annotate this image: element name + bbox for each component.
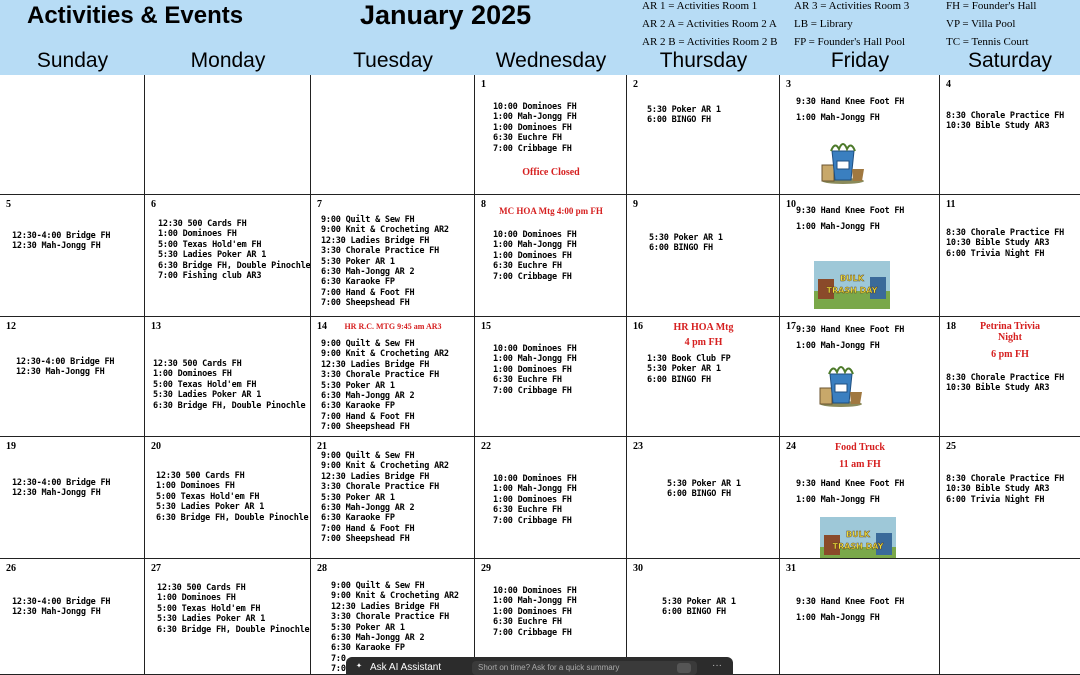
event-line: 12:30 Ladies Bridge FH <box>321 471 430 482</box>
event-line: 5:00 Texas Hold'em FH <box>156 491 260 502</box>
event-line: 10:30 Bible Study AR3 <box>946 121 1050 132</box>
day-cell-19 <box>0 437 145 559</box>
page-title: Activities & Events <box>27 2 244 29</box>
event-line: 9:30 Hand Knee Foot FH <box>796 325 905 335</box>
day-number: 14 <box>317 321 327 332</box>
calendar-header <box>0 0 1080 75</box>
event-line: 6:30 Karaoke FP <box>331 643 405 654</box>
event-line: 3:30 Chorale Practice FH <box>331 612 450 623</box>
day-number: 27 <box>151 563 161 574</box>
event-line: 7:00 Hand & Foot FH <box>321 411 415 422</box>
event-line: 5:00 Texas Hold'em FH <box>158 239 262 250</box>
legend-ar2a: AR 2 A = Activities Room 2 A <box>642 18 777 30</box>
day-cell-6 <box>145 195 311 317</box>
event-line: 12:30 500 Cards FH <box>158 219 247 229</box>
event-line: 1:00 Mah-Jongg FH <box>796 613 880 623</box>
day-number: 21 <box>317 441 327 452</box>
event-line: 6:30 Euchre FH <box>493 617 562 628</box>
event-line: 10:00 Dominoes FH <box>493 474 577 484</box>
event-line: 12:30 500 Cards FH <box>156 471 245 481</box>
event-line: 12:30 Mah-Jongg FH <box>12 488 101 499</box>
special-event-note: 4 pm FH <box>684 337 723 348</box>
day-number: 1 <box>481 79 486 90</box>
event-line: 6:30 Mah-Jongg AR 2 <box>321 391 415 401</box>
event-line: 6:00 BINGO FH <box>667 489 731 500</box>
event-line: 7:00 Cribbage FH <box>493 271 572 282</box>
event-line: 5:30 Poker AR 1 <box>647 364 721 375</box>
event-line: 8:30 Chorale Practice FH <box>946 111 1065 121</box>
event-line: 8:30 Chorale Practice FH <box>946 373 1065 383</box>
event-line: 6:30 Euchre FH <box>493 375 562 386</box>
day-cell-17 <box>780 317 940 437</box>
ai-sparkle-icon: ✦ <box>356 660 363 671</box>
event-line: 12:30-4:00 Bridge FH <box>12 231 111 241</box>
day-cell-20 <box>145 437 311 559</box>
day-header-monday: Monday <box>190 49 266 72</box>
month-title: January 2025 <box>360 0 532 30</box>
legend-fh: FH = Founder's Hall <box>946 0 1037 12</box>
day-cell-12 <box>0 317 145 437</box>
day-cell-1 <box>475 75 627 195</box>
event-line: 6:30 Bridge FH, Double Pinochle <box>157 624 310 635</box>
svg-text:BULK: BULK <box>846 530 870 539</box>
special-event-note: Food Truck <box>835 442 885 453</box>
day-number: 23 <box>633 441 643 452</box>
event-line: 5:30 Poker AR 1 <box>321 492 395 503</box>
yard-waste-image <box>820 139 866 189</box>
event-line: 6:00 BINGO FH <box>647 115 711 126</box>
legend-ar3: AR 3 = Activities Room 3 <box>794 0 910 12</box>
event-line: 12:30-4:00 Bridge FH <box>12 597 111 607</box>
event-line: 3:30 Chorale Practice FH <box>321 482 440 493</box>
event-line: 6:30 Mah-Jongg AR 2 <box>331 633 425 643</box>
event-line: 7:00 Cribbage FH <box>493 515 572 526</box>
event-line: 9:00 Quilt & Sew FH <box>331 581 425 591</box>
day-header-friday: Friday <box>830 49 890 72</box>
ai-assistant-bar <box>346 657 733 675</box>
event-line: 7:00 Cribbage FH <box>493 385 572 396</box>
special-event-note: MC HOA Mtg 4:00 pm FH <box>499 206 603 216</box>
day-cell-26 <box>0 559 145 675</box>
day-cell-24 <box>780 437 940 559</box>
event-line: 1:00 Mah-Jongg FH <box>493 112 577 123</box>
day-number: 29 <box>481 563 491 574</box>
special-event-note: Night <box>998 332 1022 343</box>
event-line: 12:30 Mah-Jongg FH <box>16 367 105 378</box>
event-line: 10:00 Dominoes FH <box>493 344 577 354</box>
special-event-note: HR R.C. MTG 9:45 am AR3 <box>344 322 442 331</box>
event-line: 12:30 500 Cards FH <box>153 359 242 369</box>
day-number: 30 <box>633 563 643 574</box>
event-line: 6:30 Euchre FH <box>493 505 562 516</box>
event-line: 12:30 Mah-Jongg FH <box>12 607 101 618</box>
event-line: 5:30 Poker AR 1 <box>662 597 736 607</box>
special-event-note: 11 am FH <box>839 459 881 470</box>
event-line: 10:00 Dominoes FH <box>493 102 577 112</box>
event-line: 1:00 Dominoes FH <box>157 593 236 604</box>
day-number: 6 <box>151 199 156 210</box>
event-line: 1:00 Mah-Jongg FH <box>796 222 880 232</box>
send-icon[interactable] <box>677 663 691 673</box>
event-line: 7:00 Sheepshead FH <box>321 298 410 309</box>
event-line: 1:00 Dominoes FH <box>493 122 572 133</box>
day-number: 4 <box>946 79 951 90</box>
event-line: 9:00 Quilt & Sew FH <box>321 451 415 461</box>
event-line: 1:00 Dominoes FH <box>493 494 572 505</box>
event-line: 6:00 Trivia Night FH <box>946 248 1045 259</box>
day-cell-21 <box>311 437 475 559</box>
day-header-sunday: Sunday <box>36 49 109 72</box>
day-cell-13 <box>145 317 311 437</box>
day-cell-5 <box>0 195 145 317</box>
event-line: 7:00 Hand & Foot FH <box>321 287 415 298</box>
event-line: 1:00 Mah-Jongg FH <box>493 354 577 365</box>
event-line: 6:00 BINGO FH <box>647 374 711 385</box>
event-line: 12:30 500 Cards FH <box>157 583 246 593</box>
event-line: 1:30 Book Club FP <box>647 354 731 364</box>
event-line: 7:0 <box>331 653 346 664</box>
day-number: 31 <box>786 563 796 574</box>
ai-input-placeholder: Short on time? Ask for a quick summary <box>478 663 620 672</box>
day-cell-4 <box>940 75 1080 195</box>
legend-lb: LB = Library <box>794 18 853 30</box>
day-cell-16 <box>627 317 780 437</box>
day-cell-empty-w0-tue <box>311 75 475 195</box>
yard-waste-image <box>818 362 864 412</box>
event-line: 1:00 Mah-Jongg FH <box>796 495 880 505</box>
event-line: 1:00 Dominoes FH <box>493 250 572 261</box>
event-line: 1:00 Dominoes FH <box>156 481 235 492</box>
event-line: 9:30 Hand Knee Foot FH <box>796 206 905 216</box>
event-line: 6:00 Trivia Night FH <box>946 494 1045 505</box>
event-line: 9:00 Quilt & Sew FH <box>321 339 415 349</box>
event-line: 1:00 Mah-Jongg FH <box>493 240 577 251</box>
event-line: 9:00 Knit & Crocheting AR2 <box>321 349 449 360</box>
event-line: 6:30 Mah-Jongg AR 2 <box>321 503 415 513</box>
legend-vp: VP = Villa Pool <box>946 18 1016 30</box>
bulk-trash-day-image <box>814 261 890 313</box>
legend-ar1: AR 1 = Activities Room 1 <box>642 0 758 12</box>
day-number: 19 <box>6 441 16 452</box>
event-line: 5:30 Ladies Poker AR 1 <box>153 390 262 401</box>
event-line: 9:00 Quilt & Sew FH <box>321 215 415 225</box>
event-line: 7:00 Hand & Foot FH <box>321 523 415 534</box>
legend-ar2b: AR 2 B = Activities Room 2 B <box>642 36 778 48</box>
day-number: 3 <box>786 79 791 90</box>
event-line: 6:30 Bridge FH, Double Pinochle <box>153 400 306 411</box>
day-cell-22 <box>475 437 627 559</box>
event-line: 6:30 Bridge FH, Double Pinochle <box>156 512 309 523</box>
day-cell-11 <box>940 195 1080 317</box>
day-number: 11 <box>946 199 956 210</box>
day-number: 25 <box>946 441 956 452</box>
event-line: 1:00 Dominoes FH <box>493 606 572 617</box>
day-cell-25 <box>940 437 1080 559</box>
event-line: 3:30 Chorale Practice FH <box>321 370 440 381</box>
ai-assistant-button[interactable]: Ask AI Assistant <box>370 662 442 673</box>
day-number: 13 <box>151 321 161 332</box>
day-number: 18 <box>946 321 956 332</box>
event-line: 6:30 Euchre FH <box>493 261 562 272</box>
event-line: 9:30 Hand Knee Foot FH <box>796 97 905 107</box>
svg-text:TRASH DAY: TRASH DAY <box>826 286 878 295</box>
event-line: 7:00 Fishing club AR3 <box>158 271 262 281</box>
day-cell-9 <box>627 195 780 317</box>
event-line: 7:00 Cribbage FH <box>493 143 572 154</box>
event-line: 10:30 Bible Study AR3 <box>946 484 1050 495</box>
event-line: 6:00 BINGO FH <box>662 607 726 618</box>
event-line: 5:00 Texas Hold'em FH <box>153 379 257 390</box>
event-line: 5:30 Ladies Poker AR 1 <box>156 502 265 513</box>
event-line: 10:00 Dominoes FH <box>493 586 577 596</box>
event-line: 8:30 Chorale Practice FH <box>946 228 1065 238</box>
day-cell-8 <box>475 195 627 317</box>
day-number: 12 <box>6 321 16 332</box>
event-line: 5:30 Poker AR 1 <box>321 380 395 391</box>
day-header-wednesday: Wednesday <box>495 49 607 72</box>
more-options-icon[interactable]: ··· <box>712 660 722 671</box>
day-cell-3 <box>780 75 940 195</box>
event-line: 12:30-4:00 Bridge FH <box>12 478 111 488</box>
event-line: 6:00 BINGO FH <box>649 243 713 254</box>
event-line: 6:30 Euchre FH <box>493 133 562 144</box>
event-line: 1:00 Mah-Jongg FH <box>796 113 880 123</box>
event-line: 5:30 Ladies Poker AR 1 <box>158 250 267 261</box>
event-line: 10:30 Bible Study AR3 <box>946 238 1050 249</box>
ai-question-input[interactable] <box>472 661 697 675</box>
day-number: 24 <box>786 441 796 452</box>
day-number: 15 <box>481 321 491 332</box>
day-cell-empty-w4-sat <box>940 559 1080 675</box>
day-number: 10 <box>786 199 796 210</box>
event-line: 5:30 Poker AR 1 <box>649 233 723 243</box>
event-line: 7:00 Sheepshead FH <box>321 422 410 433</box>
day-cell-18 <box>940 317 1080 437</box>
event-line: 9:00 Knit & Crocheting AR2 <box>331 591 459 602</box>
event-line: 5:30 Poker AR 1 <box>331 622 405 633</box>
day-number: 16 <box>633 321 643 332</box>
event-line: 12:30 Ladies Bridge FH <box>321 359 430 370</box>
legend-fp: FP = Founder's Hall Pool <box>794 36 906 48</box>
event-line: 12:30-4:00 Bridge FH <box>16 357 115 367</box>
event-line: 3:30 Chorale Practice FH <box>321 246 440 257</box>
event-line: 5:30 Ladies Poker AR 1 <box>157 614 266 625</box>
day-number: 22 <box>481 441 491 452</box>
event-line: 9:00 Knit & Crocheting AR2 <box>321 225 449 236</box>
legend-tc: TC = Tennis Court <box>946 36 1029 48</box>
event-line: 12:30 Ladies Bridge FH <box>321 235 430 246</box>
day-header-tuesday: Tuesday <box>353 49 433 72</box>
event-line: 6:30 Bridge FH, Double Pinochle <box>158 260 311 271</box>
special-event-note: 6 pm FH <box>991 349 1029 360</box>
day-cell-7 <box>311 195 475 317</box>
event-line: 5:30 Poker AR 1 <box>667 479 741 489</box>
event-line: 1:00 Mah-Jongg FH <box>493 596 577 607</box>
day-cell-empty-w0-mon <box>145 75 311 195</box>
special-event-note: Petrina Trivia <box>980 321 1040 332</box>
event-line: 8:30 Chorale Practice FH <box>946 474 1065 484</box>
event-line: 1:00 Mah-Jongg FH <box>796 341 880 351</box>
event-line: 1:00 Dominoes FH <box>158 229 237 240</box>
event-line: 9:30 Hand Knee Foot FH <box>796 479 905 489</box>
day-header-saturday: Saturday <box>967 49 1053 72</box>
day-cell-27 <box>145 559 311 675</box>
day-cell-15 <box>475 317 627 437</box>
event-line: 1:00 Dominoes FH <box>153 369 232 380</box>
day-cell-23 <box>627 437 780 559</box>
event-line: 6:30 Karaoke FP <box>321 513 395 524</box>
day-number: 9 <box>633 199 638 210</box>
day-header-thursday: Thursday <box>659 49 748 72</box>
event-line: 1:00 Mah-Jongg FH <box>493 484 577 495</box>
day-number: 20 <box>151 441 161 452</box>
event-line: 5:30 Poker AR 1 <box>321 256 395 267</box>
day-cell-2 <box>627 75 780 195</box>
event-line: 12:30 Ladies Bridge FH <box>331 601 440 612</box>
event-line: 1:00 Dominoes FH <box>493 364 572 375</box>
calendar-grid <box>0 75 1080 675</box>
event-line: 12:30 Mah-Jongg FH <box>12 241 101 252</box>
special-event-note: HR HOA Mtg <box>673 322 734 333</box>
day-cell-31 <box>780 559 940 675</box>
event-line: 7:00 Sheepshead FH <box>321 534 410 545</box>
event-line: 10:00 Dominoes FH <box>493 230 577 240</box>
event-line: 6:30 Mah-Jongg AR 2 <box>321 267 415 277</box>
event-line: 6:30 Karaoke FP <box>321 401 395 412</box>
day-number: 26 <box>6 563 16 574</box>
day-number: 28 <box>317 563 327 574</box>
event-line: 9:00 Knit & Crocheting AR2 <box>321 461 449 472</box>
svg-text:BULK: BULK <box>840 274 864 283</box>
event-line: 5:00 Texas Hold'em FH <box>157 603 261 614</box>
event-line: 9:30 Hand Knee Foot FH <box>796 597 905 607</box>
day-number: 2 <box>633 79 638 90</box>
day-number: 5 <box>6 199 11 210</box>
special-event-note: Office Closed <box>522 167 580 178</box>
event-line: 7:0 <box>331 664 346 675</box>
day-number: 7 <box>317 199 322 210</box>
day-number: 17 <box>786 321 796 332</box>
svg-text:TRASH DAY: TRASH DAY <box>832 542 884 551</box>
day-cell-14 <box>311 317 475 437</box>
day-cell-empty-w0-sun <box>0 75 145 195</box>
bulk-trash-day-image <box>820 517 896 559</box>
event-line: 10:30 Bible Study AR3 <box>946 383 1050 394</box>
day-cell-10 <box>780 195 940 317</box>
event-line: 7:00 Cribbage FH <box>493 627 572 638</box>
day-number: 8 <box>481 199 486 210</box>
event-line: 5:30 Poker AR 1 <box>647 105 721 115</box>
event-line: 6:30 Karaoke FP <box>321 277 395 288</box>
